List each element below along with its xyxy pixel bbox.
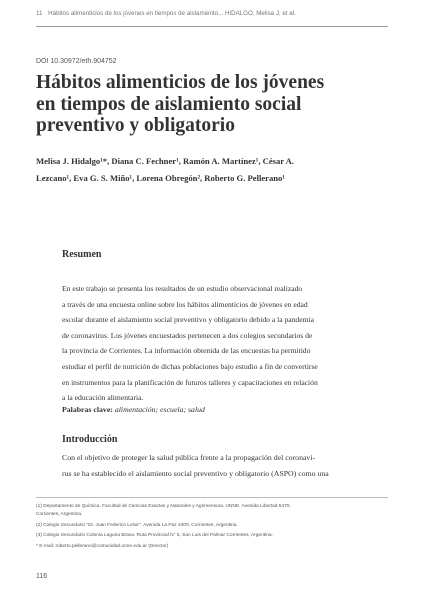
abstract-text xyxy=(62,281,362,406)
keywords-label: Palabras clave: xyxy=(62,405,113,414)
intro-line: Con el objetivo de proteger la salud pública frente a la propagación del coronavi- xyxy=(62,453,316,462)
article-title xyxy=(36,72,386,137)
author-list xyxy=(36,153,388,187)
footnote-rule xyxy=(36,497,388,498)
author-line-1: Melisa J. Hidalgo¹*, Diana C. Fechner¹, Ramón A. Martínez¹, César A. xyxy=(36,156,294,166)
page-number: 116 xyxy=(36,573,48,580)
abstract-line: escolar durante el aislamiento social preventivo y obligatorio debido a la pandemia xyxy=(62,315,314,325)
author-line-2: Lezcano¹, Eva G. S. Miño¹, Lorena Obregón², Roberto G. Pellerano¹ xyxy=(36,173,285,183)
doi[interactable]: DOI 10.30972/eth.904752 xyxy=(36,58,117,65)
header-rule xyxy=(36,26,388,27)
running-head xyxy=(36,10,396,17)
running-head-text: Hábitos alimenticios de los jóvenes en tiempos de aislamiento... HIDALGO, Melisa J. et al. xyxy=(48,10,296,17)
title-line-3: preventivo y obligatorio xyxy=(36,115,235,136)
abstract-line: de coronavirus. Los jóvenes encuestados pertenecen a dos colegios secundarios de xyxy=(62,330,313,340)
abstract-line: en instrumentos para la planificación de futuros talleres y capacitaciones en relación xyxy=(62,377,318,387)
abstract-line: estudiar el perfil de nutrición de dichas poblaciones bajo estudio a fin de convertirse xyxy=(62,361,318,371)
intro-line: rus se ha establecido el aislamiento social preventivo y obligatorio (ASPO) como una xyxy=(62,469,329,478)
footnote-2: (2) Colegio Secundario "Dr. Juan Federico Leloir". Avenida La Paz 4400, Corrientes, Argentina. xyxy=(36,522,238,528)
introduccion-heading: Introducción xyxy=(62,434,118,445)
footnote-1: (1) Departamento de Química. Facultad de Ciencias Exactas y Naturales y Agrimensura. UNNE. Avenida Libertad 5470, xyxy=(36,504,291,509)
abstract-line: la provincia de Corrientes. La información obtenida de las encuestas ha permitido xyxy=(62,346,311,356)
introduccion-text xyxy=(62,450,362,482)
abstract-line: a través de una encuesta online sobre los hábitos alimenticios de jóvenes en edad xyxy=(62,299,308,309)
abstract-line: En este trabajo se presenta los resultados de un estudio observacional realizado xyxy=(62,284,303,293)
running-head-page-label: 11 xyxy=(36,10,43,17)
footnote-1-cont: Corrientes, Argentina. xyxy=(36,512,83,518)
title-line-1: Hábitos alimenticios de los jóvenes xyxy=(36,72,325,93)
resumen-heading: Resumen xyxy=(62,249,102,260)
footnote-3: (3) Colegio Secundario Colonia Laguna Brava. Ruta Provincial N° 5, San Luis del Palmar Corrientes, Argentina. xyxy=(36,533,273,539)
keywords-terms: alimentación; escuela; salud xyxy=(114,405,205,414)
abstract-line: a la educación alimentaria. xyxy=(62,393,144,403)
keywords xyxy=(62,405,205,414)
footnotes xyxy=(36,503,388,551)
footnote-email[interactable]: * E-mail: roberto.pellerano@comunidad.unne.edu.ar (Director) xyxy=(36,543,169,549)
title-line-2: en tiempos de aislamiento social xyxy=(36,93,302,115)
